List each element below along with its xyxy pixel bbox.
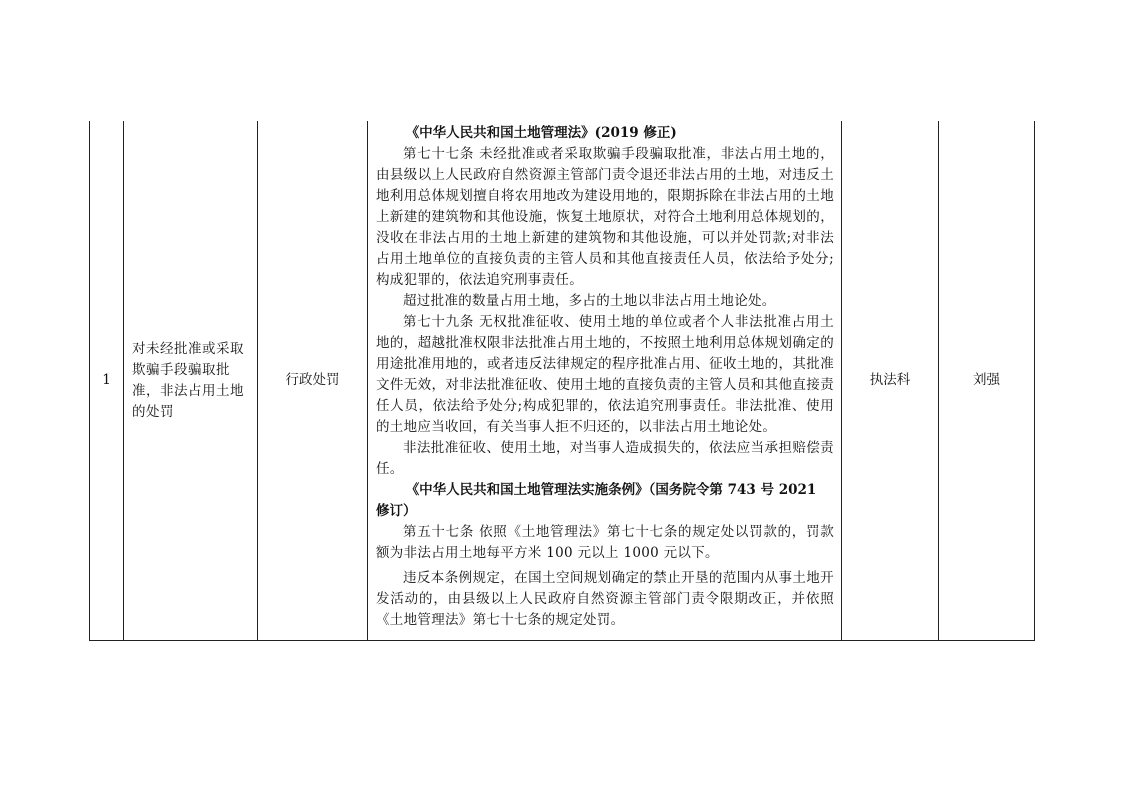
- law2-article-57: 第五十七条 依照《土地管理法》第七十七条的规定处以罚款的，罚款额为非法占用土地每平方米 100 元以上 1000 元以下。: [376, 524, 834, 561]
- law1-article-79-para2: 非法批准征收、使用土地，对当事人造成损失的，依法应当承担赔偿责任。: [376, 440, 834, 477]
- law1-title: 《中华人民共和国土地管理法》(2019 修正): [405, 125, 677, 141]
- legal-basis: [376, 121, 834, 631]
- item-name: 对未经批准或采取欺骗手段骗取批准，非法占用土地的处罚: [132, 340, 244, 420]
- item-type-cell: [258, 121, 368, 641]
- law1-article-79: 第七十九条 无权批准征收、使用土地的单位或者个人非法批准占用土地的，超越批准权限非法批准占用土地的，不按照土地利用总体规划确定的用途批准用地的，或者违反法律规定的程序批准占用、征收土地的，其批准文件无效，对非法批准征收、使用土地的直接负责的主管人员和其他直接责任人员，依法给予处分;构成犯罪的，依法追究刑事责任。非法批准、使用的土地应当收回，有关当事人拒不归还的，以非法占用土地论处。: [376, 314, 834, 435]
- penalty-table: [89, 121, 1035, 641]
- serial-number-cell: [90, 121, 124, 641]
- law1-article-77: 第七十七条 未经批准或者采取欺骗手段骗取批准，非法占用土地的，由县级以上人民政府自然资源主管部门责令退还非法占用的土地，对违反土地利用总体规划擅自将农用地改为建设用地的，限期拆除在非法占用的土地上新建的建筑物和其他设施，恢复土地原状，对符合土地利用总体规划的，没收在非法占用的土地上新建的建筑物和其他设施，可以并处罚款;对非法占用土地单位的直接负责的主管人员和其他直接责任人员，依法给予处分;构成犯罪的，依法追究刑事责任。: [376, 146, 834, 288]
- legal-basis-cell: [368, 121, 842, 641]
- responsible-person: 刘强: [973, 372, 1000, 388]
- item-type: 行政处罚: [285, 372, 340, 388]
- department-cell: [842, 121, 939, 641]
- law2-article-57-para2: 违反本条例规定，在国土空间规划确定的禁止开垦的范围内从事土地开发活动的，由县级以上人民政府自然资源主管部门责令限期改正，并依照《土地管理法》第七十七条的规定处罚。: [376, 570, 834, 628]
- law1-article-77-para2: 超过批准的数量占用土地，多占的土地以非法占用土地论处。: [403, 293, 776, 309]
- responsible-person-cell: [939, 121, 1035, 641]
- law2-title: 《中华人民共和国土地管理法实施条例》（国务院令第 743 号 2021 修订）: [376, 482, 817, 519]
- table-row: [90, 121, 1035, 641]
- department: 执法科: [869, 372, 911, 388]
- item-name-cell: [124, 121, 258, 641]
- serial-number: 1: [102, 372, 111, 388]
